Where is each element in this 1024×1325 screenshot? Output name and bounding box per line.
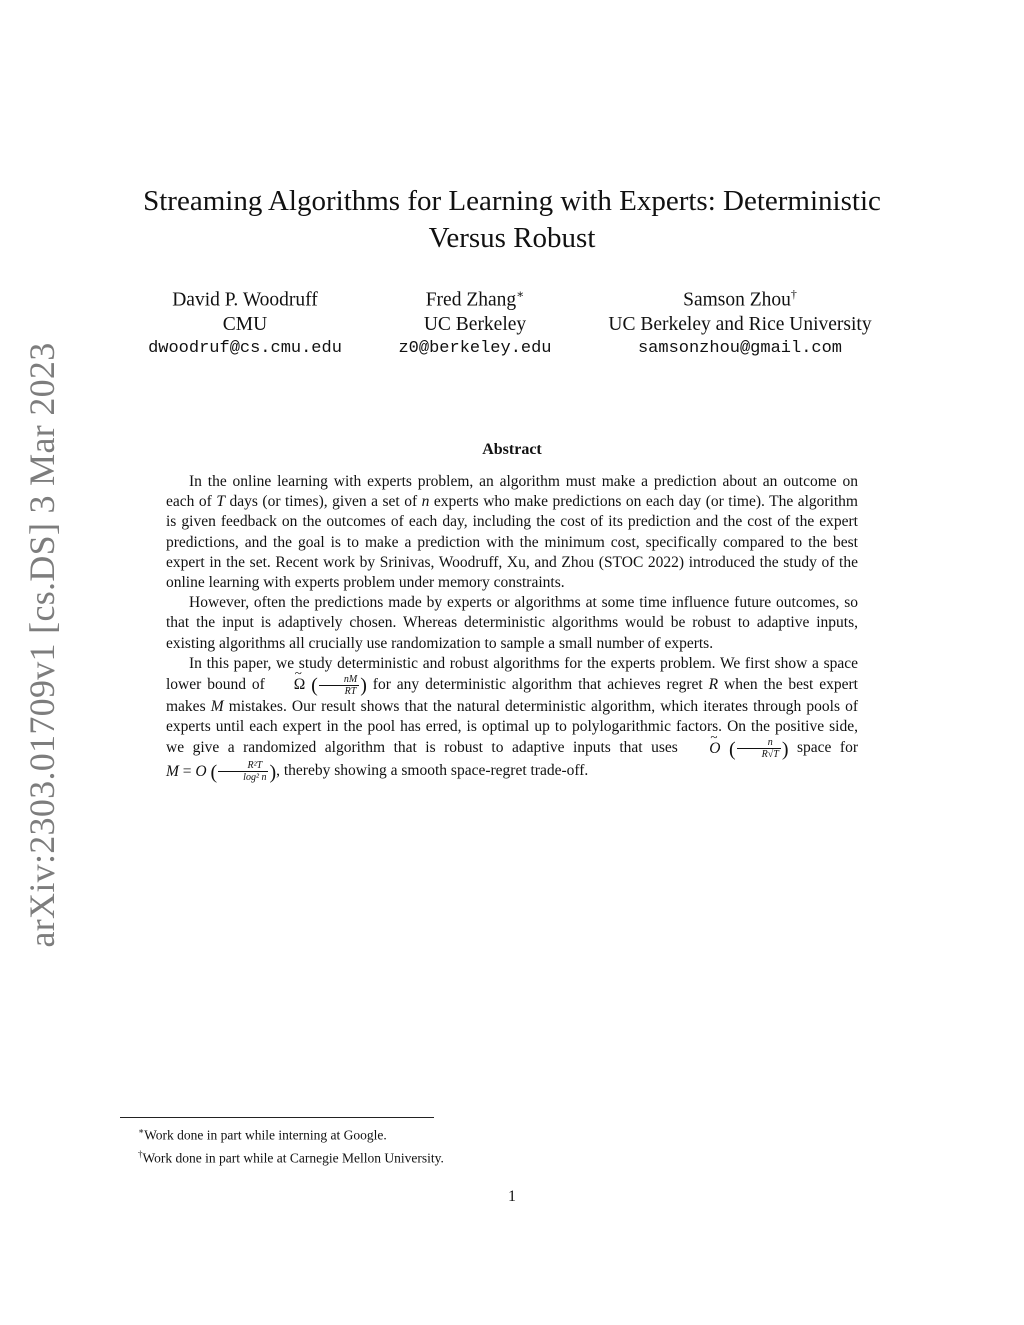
arxiv-stamp: arXiv:2303.01709v1 [cs.DS] 3 Mar 2023	[22, 342, 62, 948]
author-affiliation: UC Berkeley and Rice University	[608, 313, 872, 335]
abstract-heading: Abstract	[482, 441, 542, 458]
author-email: samsonzhou@gmail.com	[637, 338, 843, 358]
author-block-zhou	[590, 282, 890, 361]
abstract-paragraph-2: However, often the predictions made by experts or algorithms at some time influence future outcomes, so that the input is adaptively chosen. Whereas deterministic algorithms would be robust to adaptive inputs, existing algorithms all crucially use randomization to sample a small number of experts.	[166, 594, 858, 652]
author-email: z0@berkeley.edu	[398, 338, 552, 358]
author-name: Fred Zhang∗	[425, 287, 525, 311]
author-affiliation: UC Berkeley	[423, 313, 527, 335]
mistakes-formula: M = O ( $\frac{\text{R²T}}{\text{log² n}}$ )	[166, 760, 277, 784]
abstract-paragraph-3: In this paper, we study deterministic and robust algorithms for the experts problem. We first show a space lower bound of ~ Ω ( $\frac{nM}{RT}$ ) for any deterministic algorithm that achieves regret R when the best expert makes M mistakes. Our result shows that the natural deterministic algorithm, which iterates through pools of experts until each expert in the pool has erred, is optimal up to polylogarithmic factors. On the positive side, we give a randomized algorithm that is robust to adaptive inputs that uses ~ O ( $\frac{n}{R√T}$ ) space for M = O ( $\frac{\text{R²T}}{\text{log² n}}$ ), thereby showing a smooth space-regret trade-off.	[166, 654, 858, 784]
author-affiliation: CMU	[222, 313, 268, 335]
author-block-woodruff	[145, 282, 345, 361]
author-name: Samson Zhou†	[683, 287, 797, 311]
footnote-divider	[120, 1117, 434, 1118]
abstract-body	[166, 472, 858, 783]
paper-title: Streaming Algorithms for Learning with Experts: Deterministic Versus Robust	[143, 185, 881, 254]
author-block-zhang	[375, 282, 575, 361]
lower-bound-formula: ~ Ω ( $\frac{nM}{RT}$ )	[271, 676, 367, 693]
author-email: dwoodruf@cs.cmu.edu	[148, 338, 342, 358]
footnotes	[138, 1122, 838, 1167]
upper-bound-formula: ~ O ( $\frac{n}{R√T}$ )	[686, 740, 788, 757]
abstract-paragraph-1: In the online learning with experts problem, an algorithm must make a prediction about an outcome on each of T days (or times), given a set of n experts who make predictions on each day (or time). The algorithm is given feedback on the outcomes of each day, including the cost of its prediction and the cost of the expert predictions, and the goal is to make a prediction with the minimum cost, specifically compared to the best expert in the set. Recent work by Srinivas, Woodruff, Xu, and Zhou (STOC 2022) introduced the study of the online learning with experts problem under memory constraints.	[166, 473, 858, 592]
author-name: David P. Woodruff	[172, 289, 318, 311]
page-number: 1	[508, 1188, 516, 1205]
footnote-1: ∗Work done in part while interning at Google.	[138, 1126, 387, 1143]
footnote-2: †Work done in part while at Carnegie Mellon University.	[138, 1148, 444, 1165]
